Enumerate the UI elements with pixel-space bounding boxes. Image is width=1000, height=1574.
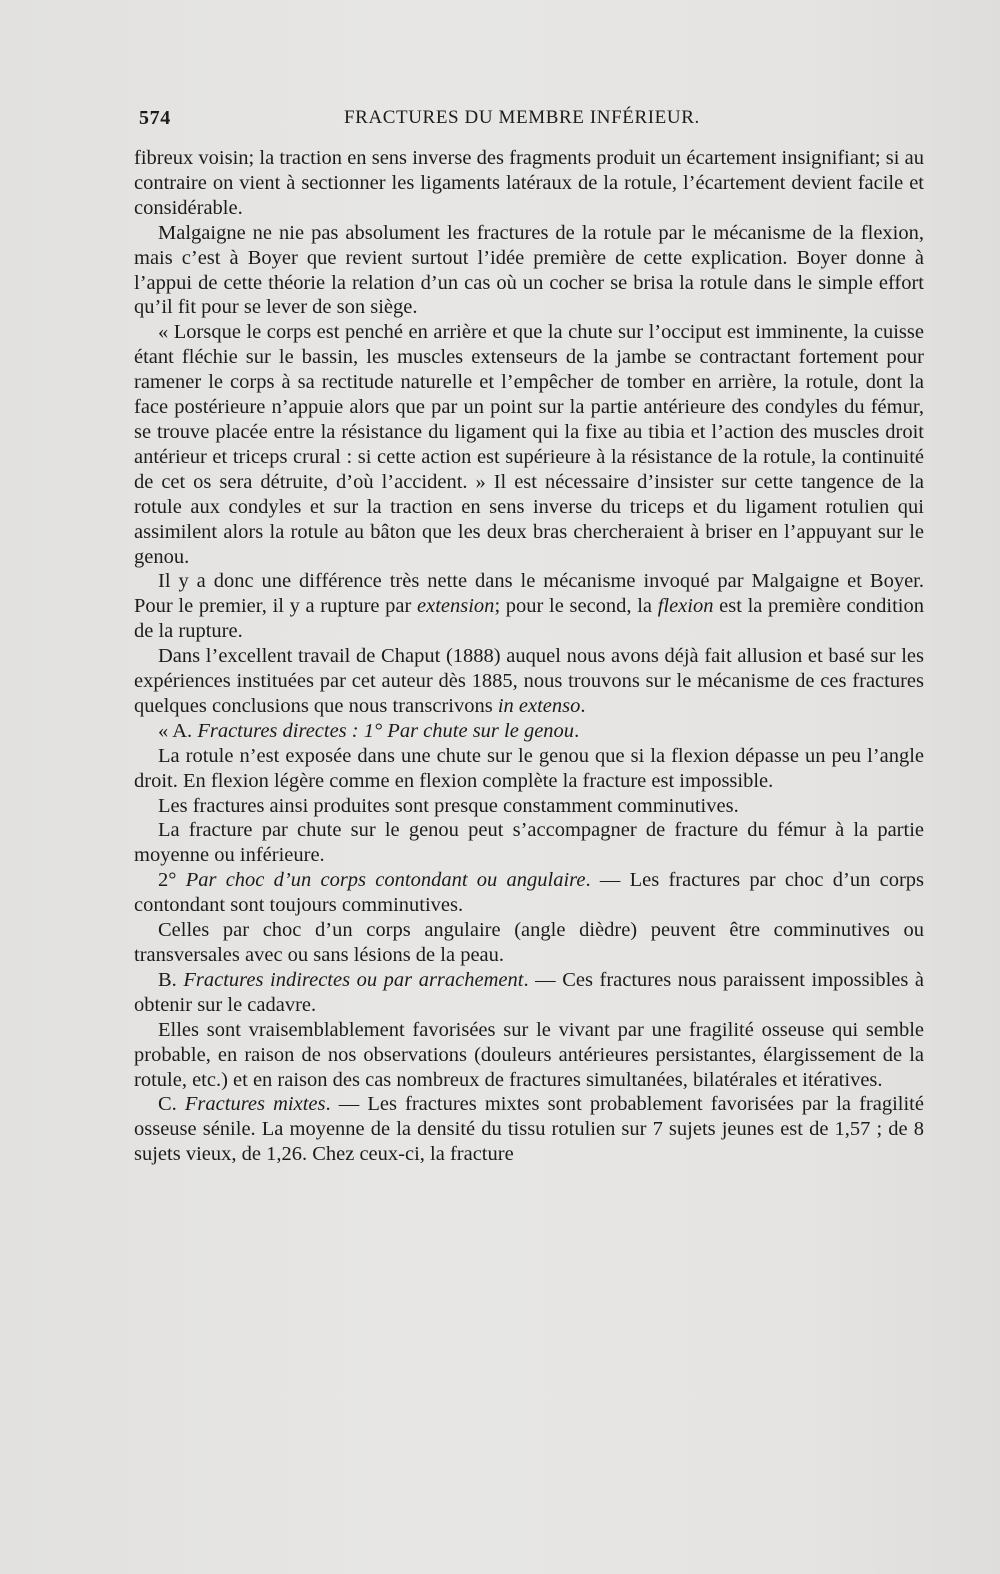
paragraph-10: [134, 868, 924, 918]
paragraph-6: [134, 719, 924, 744]
text-run: .: [574, 719, 580, 742]
text-run: . — Les fractures mixtes sont probablement favorisées par la fragilité osseuse sénile. La moyenne de la densité du tissu rotulien sur 7 sujets jeunes est de 1,57 ; de 8 sujets vieux, de 1,26. Chez ceux-ci, la fracture: [134, 1093, 924, 1166]
text-run: B.: [158, 968, 184, 991]
text-run: Dans l’excellent travail de Chaput (1888) auquel nous avons déjà fait allusion et basé sur les expériences instituées par cet auteur dès 1885, nous trouvons sur le mécanisme de ces fractures quelques conclusions que nous transcrivons: [134, 645, 924, 717]
text-run: . — Les fractures par choc d’un corps contondant sont toujours comminutives.: [134, 869, 925, 917]
paragraph-9: La fracture par chute sur le genou peut s’accompagner de fracture du fémur à la partie moyenne ou inférieure.: [134, 819, 924, 867]
text-run: Il y a donc une différence très nette dans le mécanisme invoqué par Malgaigne et Boyer. Pour le premier, il y a rupture par: [134, 570, 924, 618]
text-run: .: [580, 694, 586, 717]
paragraph-2: Malgaigne ne nie pas absolument les fractures de la rotule par le mécanisme de la flexion, mais c’est à Boyer que revient surtout l’idée première de cette explication. Boyer donne à l’appui de cette théorie la relation d’un cas où un cocher se brisa la rotule dans le simple effort qu’il fit pour se lever de son siège.: [134, 221, 924, 319]
paragraph-1: fibreux voisin; la traction en sens inverse des fragments produit un écartement insignifiant; si au contraire on vient à sectionner les ligaments latéraux de la rotule, l’écartement devient facile et considérable.: [134, 147, 924, 219]
text-run: « A.: [158, 719, 198, 742]
paragraph-14: [134, 1092, 924, 1167]
paragraph-4: [134, 569, 924, 644]
text-run: . — Ces fractures nous paraissent impossibles à obtenir sur le cadavre.: [134, 968, 925, 1016]
paragraph-13: Elles sont vraisemblablement favorisées sur le vivant par une fragilité osseuse qui semble probable, en raison de nos observations (douleurs antérieures persistantes, élargissement de la rotule, etc.) et en raison des cas nombreux de fractures simultanées, bilatérales et itératives.: [134, 1018, 924, 1091]
italic-heading-fractures-mixtes: Fractures mixtes: [184, 1093, 326, 1116]
italic-term-flexion: flexion: [657, 595, 714, 618]
paragraph-5: [134, 644, 924, 719]
page-number: 574: [139, 107, 171, 129]
text-run: 2°: [158, 869, 186, 892]
italic-heading-fractures-indirectes: Fractures indirectes ou par arrachement: [183, 968, 524, 991]
page-header: [139, 107, 926, 133]
running-head: FRACTURES DU MEMBRE INFÉRIEUR.: [344, 107, 700, 128]
paragraph-8: Les fractures ainsi produites sont presque constamment comminutives.: [158, 794, 739, 817]
paragraph-3: « Lorsque le corps est penché en arrière et que la chute sur l’occiput est imminente, la cuisse étant fléchie sur le bassin, les muscles extenseurs de la jambe se contractant fortement pour ramener le corps à sa rectitude naturelle et l’empêcher de tomber en arrière, la rotule, dont la face postérieure n’appuie alors que par un point sur la partie antérieure des condyles du fémur, se trouve placée entre la résistance du ligament qui la fixe au tibia et l’action des muscles droit antérieur et triceps crural : si cette action est supérieure à la résistance de la rotule, la continuité de cet os sera détruite, d’où l’accident. » Il est nécessaire d’insister sur cette tangence de la rotule aux condyles et sur la traction en sens inverse du triceps et du ligament rotulien qui assimilent alors la rotule au bâton que les deux bras chercheraient à briser en l’appuyant sur le genou.: [134, 321, 924, 568]
paragraph-11: Celles par choc d’un corps angulaire (angle dièdre) peuvent être comminutives ou transversales avec ou sans lésions de la peau.: [134, 919, 924, 966]
text-run: ; pour le second, la: [494, 595, 658, 618]
paragraph-7: La rotule n’est exposée dans une chute sur le genou que si la flexion dépasse un peu l’angle droit. En flexion légère comme en flexion complète la fracture est impossible.: [134, 744, 924, 792]
italic-term-extension: extension: [417, 595, 495, 618]
body-text: [134, 146, 924, 1167]
text-run: est la première condition de la rupture.: [134, 595, 924, 643]
italic-heading-par-choc: Par choc d’un corps contondant ou angulaire: [185, 869, 586, 892]
paragraph-12: [134, 968, 924, 1018]
text-run: C.: [158, 1093, 185, 1116]
italic-term-in-extenso: in extenso: [497, 694, 581, 717]
italic-heading-fractures-directes: Fractures directes : 1° Par chute sur le genou: [197, 719, 575, 742]
